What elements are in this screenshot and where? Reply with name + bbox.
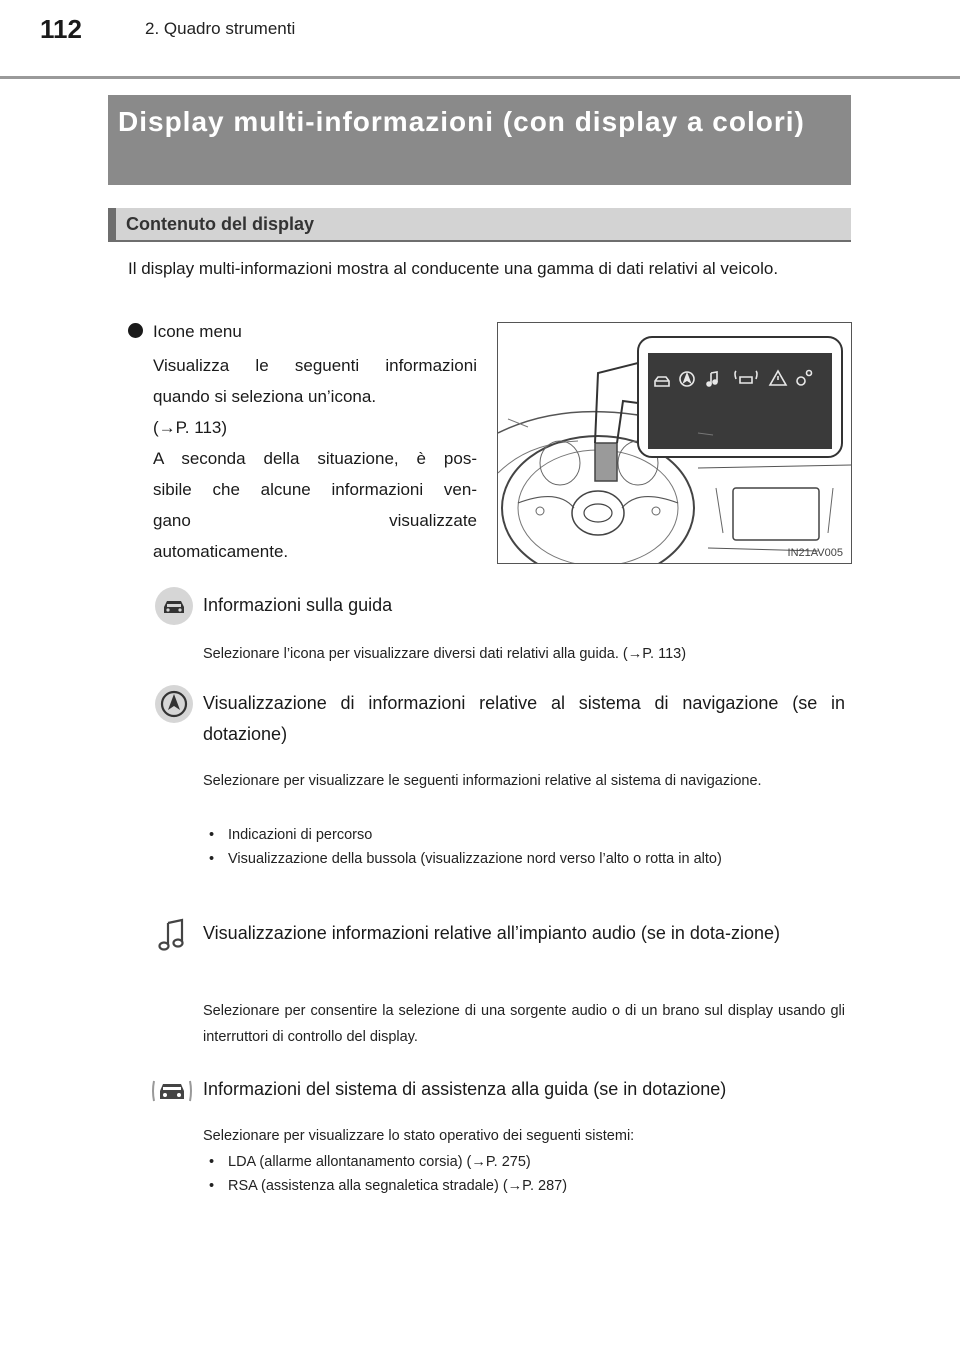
- music-note-icon: [155, 915, 193, 955]
- list-item: • Indicazioni di percorso: [209, 823, 845, 847]
- item-title-navigation: Visualizzazione di informazioni relative al sistema di navigazione (se in dotazione): [203, 693, 845, 744]
- item-title-driving-assist: Informazioni del sistema di assistenza alla guida (se in dotazione): [203, 1079, 727, 1099]
- list-item: • LDA (allarme allontanamento corsia) (→P. 275): [209, 1150, 845, 1174]
- bullet-title: Icone menu: [153, 322, 242, 341]
- bullet-dot-icon: [128, 323, 143, 338]
- item-title-driving-info: Informazioni sulla guida: [203, 595, 393, 615]
- desc-line: (→P. 113): [153, 418, 228, 437]
- intro-paragraph: Il display multi-informazioni mostra al conducente una gamma di dati relativi al veicolo.: [128, 259, 779, 278]
- desc-line: sibile che alcune informazioni ven-: [153, 480, 477, 499]
- section-title: Display multi-informazioni (con display a colori): [118, 106, 805, 137]
- assist-sub-list: [209, 1150, 845, 1198]
- section-title-box: [108, 95, 851, 185]
- item-desc-driving-info: Selezionare l’icona per visualizzare diversi dati relativi alla guida. (→P. 113): [203, 646, 687, 662]
- assist-car-icon: [150, 1071, 194, 1111]
- subsection-heading: Contenuto del display: [108, 208, 851, 242]
- item-desc-audio: Selezionare per consentire la selezione di una sorgente audio o di un brano sul display usando gli interruttori di controllo del display.: [203, 1003, 845, 1045]
- desc-line: quando si seleziona un’icona.: [153, 387, 377, 406]
- dashboard-illustration: [497, 322, 852, 564]
- page-number: 112: [40, 14, 82, 44]
- car-info-icon: [155, 587, 193, 625]
- illustration-code: IN21AV005: [787, 547, 843, 559]
- desc-line: Visualizza le seguenti informazioni: [153, 356, 477, 375]
- item-title-audio: Visualizzazione informazioni relative all’impianto audio (se in dota-zione): [203, 923, 780, 943]
- navigation-sub-list: [209, 823, 845, 871]
- desc-line: gano visualizzate: [153, 511, 477, 530]
- header-rule: [0, 76, 960, 79]
- item-driving-assist: [150, 1071, 194, 1116]
- item-desc-navigation: Selezionare per visualizzare le seguenti informazioni relative al sistema di navigazione.: [203, 773, 762, 789]
- list-item: • RSA (assistenza alla segnaletica stradale) (→P. 287): [209, 1174, 845, 1198]
- item-desc-driving-assist: Selezionare per visualizzare lo stato operativo dei seguenti sistemi:: [203, 1128, 635, 1144]
- bullet-menu-icons: [128, 316, 242, 348]
- list-item: • Visualizzazione della bussola (visualizzazione nord verso l’alto o rotta in alto): [209, 847, 845, 871]
- running-head: 2. Quadro strumenti: [145, 19, 296, 38]
- desc-line: A seconda della situazione, è pos-: [153, 449, 477, 468]
- navigation-icon: [155, 685, 193, 723]
- item-audio: [155, 915, 193, 960]
- menu-icons-description: [153, 350, 477, 567]
- desc-line: automaticamente.: [153, 542, 289, 561]
- dashboard-drawing: [498, 323, 852, 564]
